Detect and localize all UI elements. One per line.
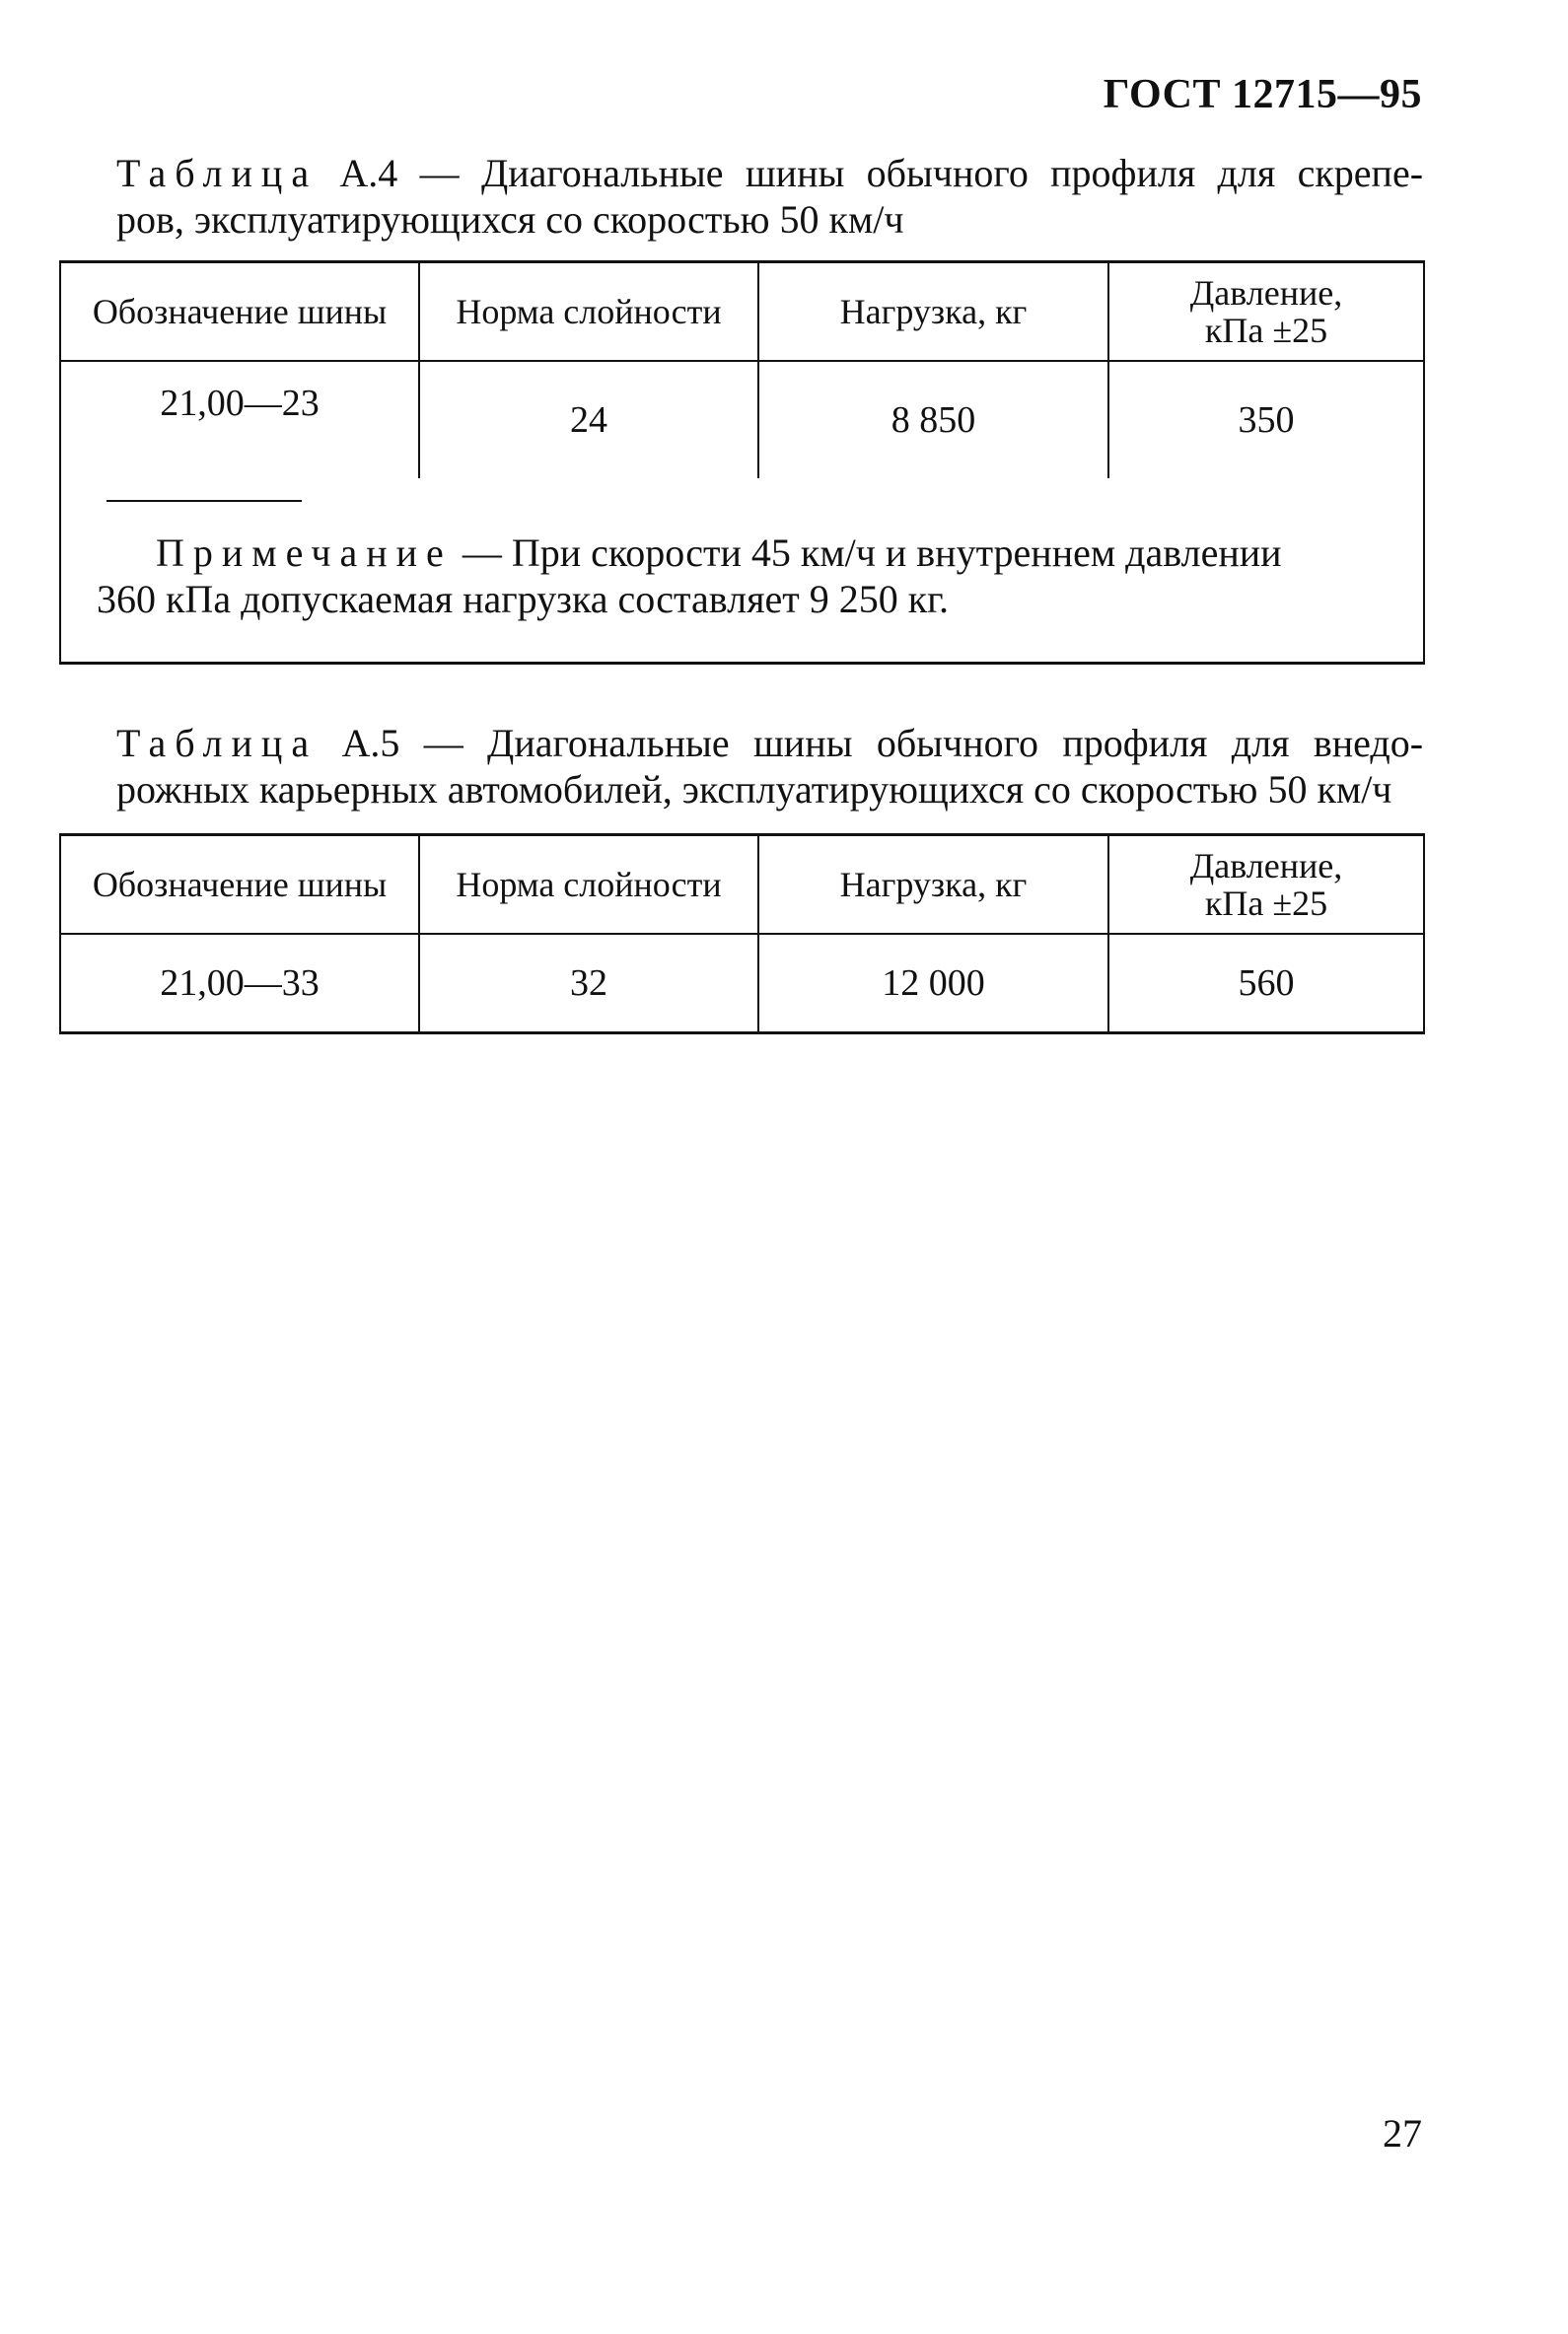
table-a4	[59, 260, 1425, 665]
column-header-load: Нагрузка, кг	[758, 835, 1108, 935]
table-a4-caption-line-2: ров, эксплуатирующихся со скоростью 50 км/ч	[116, 197, 904, 242]
table-header-row	[60, 262, 1424, 362]
column-header-load: Нагрузка, кг	[758, 262, 1108, 362]
pressure-header-line-1: Давление,	[1189, 846, 1343, 885]
cell-pressure: 560	[1108, 934, 1424, 1033]
table-a5-caption-line-1	[116, 720, 1423, 766]
table-a5-caption-title: — Диагональные шины обычного профиля для внедо-	[423, 721, 1424, 765]
table-a5-caption-label: Таблица	[116, 721, 319, 765]
cell-ply-rating: 32	[419, 934, 758, 1033]
cell-tire-designation: 21,00—33	[60, 934, 419, 1033]
note-line-1-text: — При скорости 45 км/ч и внутреннем давлении	[462, 530, 1282, 575]
table-row	[60, 361, 1424, 478]
table-a4-caption-line-1	[116, 150, 1423, 196]
table-a4-caption	[116, 150, 1423, 243]
table-header-row	[60, 835, 1424, 935]
document-header: ГОСТ 12715—95	[1103, 72, 1422, 117]
note-text	[97, 530, 1384, 622]
cell-pressure: 350	[1108, 361, 1424, 478]
table-a4-note	[60, 478, 1424, 664]
table-a5-caption-number: А.5	[341, 721, 400, 765]
pressure-header-line-2: кПа ±25	[1204, 311, 1328, 350]
page-number: 27	[1383, 2111, 1422, 2156]
table-row	[60, 934, 1424, 1033]
table-a4-caption-number: А.4	[339, 151, 398, 195]
note-label: Примечание	[156, 530, 453, 575]
note-line-1	[97, 530, 1384, 576]
table-a5-caption-line-2: рожных карьерных автомобилей, эксплуатирующихся со скоростью 50 км/ч	[116, 767, 1392, 812]
pressure-header-line-2: кПа ±25	[1204, 884, 1328, 923]
column-header-tire-designation: Обозначение шины	[60, 262, 419, 362]
table-a4-caption-label: Таблица	[116, 151, 319, 195]
cell-ply-rating: 24	[419, 361, 758, 478]
cell-load: 8 850	[758, 361, 1108, 478]
pressure-header-line-1: Давление,	[1189, 273, 1343, 313]
note-line-2: 360 кПа допускаемая нагрузка составляет 9 250 кг.	[97, 577, 950, 621]
cell-load: 12 000	[758, 934, 1108, 1033]
table-a5	[59, 833, 1425, 1034]
table-a4-caption-title: — Диагональные шины обычного профиля для скрепе-	[419, 151, 1424, 195]
column-header-pressure	[1108, 835, 1424, 935]
column-header-ply-rating: Норма слойности	[419, 262, 758, 362]
column-header-tire-designation: Обозначение шины	[60, 835, 419, 935]
table-note-row	[60, 478, 1424, 664]
table-a5-caption	[116, 720, 1423, 813]
cell-tire-designation: 21,00—23	[60, 361, 419, 478]
column-header-ply-rating: Норма слойности	[419, 835, 758, 935]
note-separator-line	[107, 500, 302, 502]
column-header-pressure	[1108, 262, 1424, 362]
